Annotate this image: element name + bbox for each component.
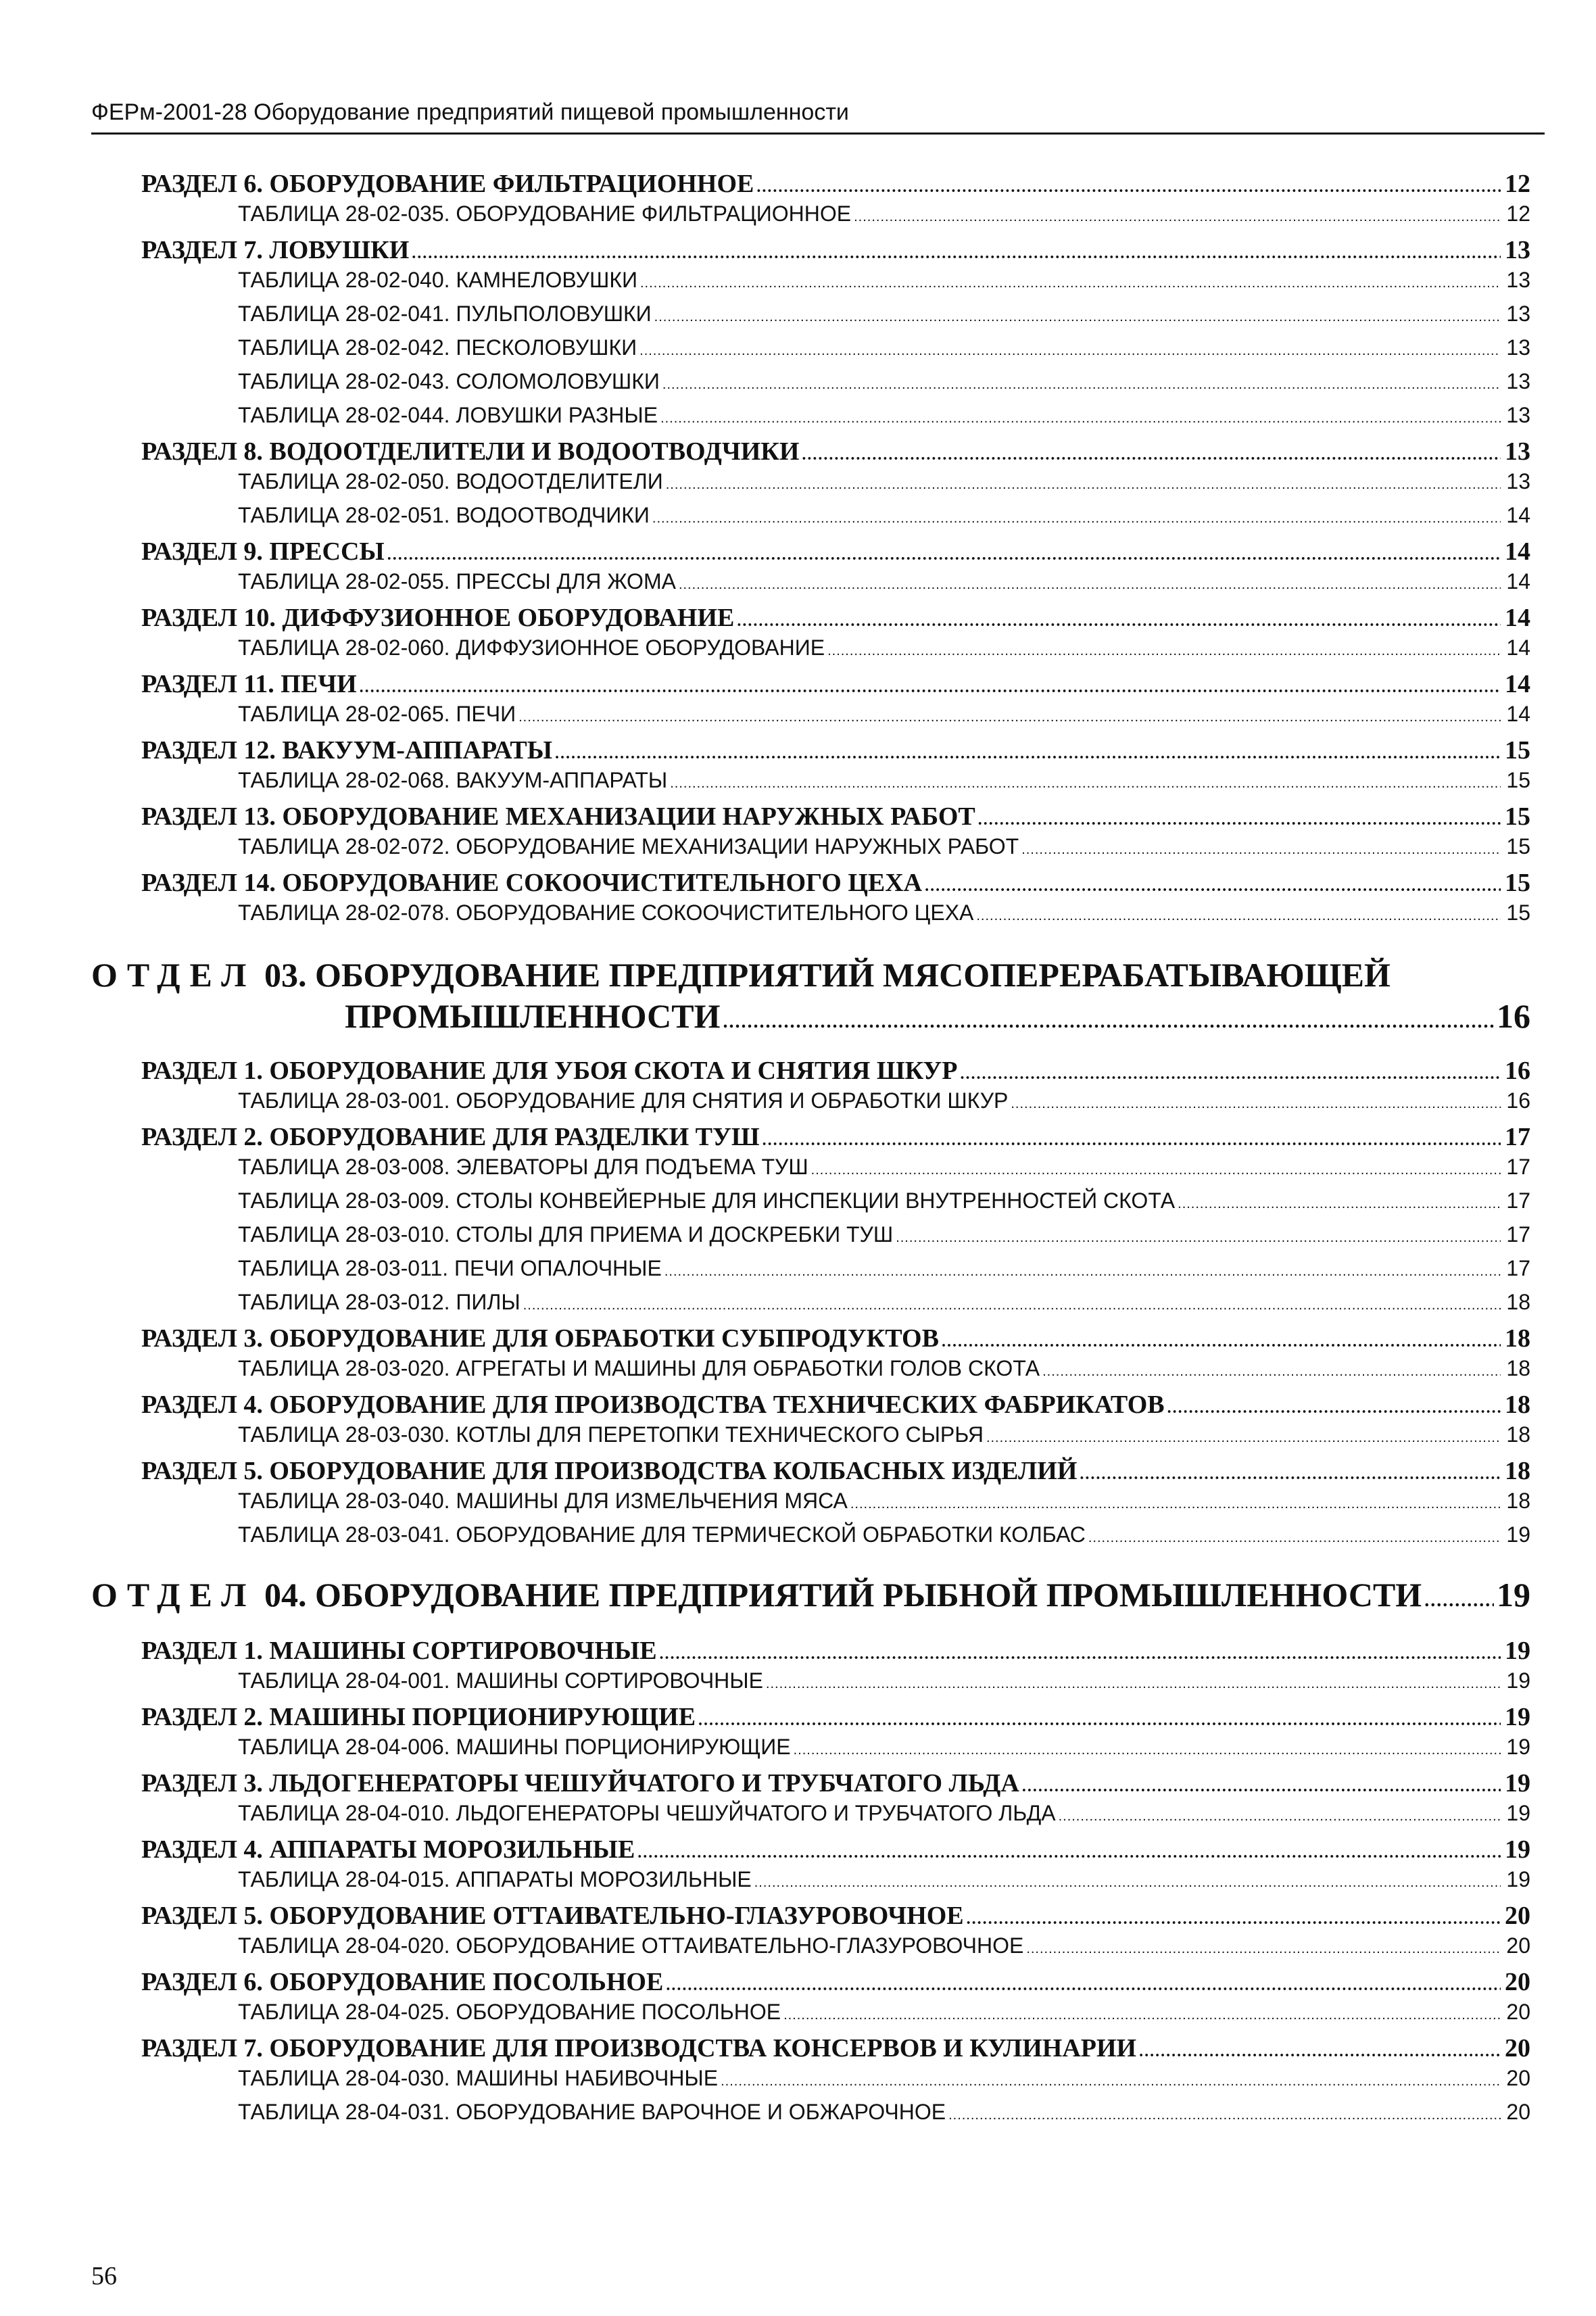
toc-table-entry[interactable] xyxy=(0,2066,1596,2100)
dept-prefix: ОТДЕЛ xyxy=(91,1576,256,1614)
page-ref: 20 xyxy=(1505,1902,1530,1930)
dot-leader xyxy=(978,811,1501,829)
page-header: ФЕРм-2001-28 Оборудование предприятий пищевой промышленности xyxy=(91,93,1545,135)
toc-table-entry[interactable] xyxy=(0,403,1596,437)
dot-leader xyxy=(698,1712,1501,1730)
toc-table-entry[interactable] xyxy=(0,1422,1596,1456)
page-ref: 19 xyxy=(1506,1668,1530,1693)
toc-section-entry[interactable] xyxy=(0,603,1596,635)
page-ref: 15 xyxy=(1505,869,1530,897)
dot-leader xyxy=(986,1430,1501,1446)
dot-leader xyxy=(896,1230,1501,1246)
entry-label: ТАБЛИЦА 28-02-035. ОБОРУДОВАНИЕ ФИЛЬТРАЦИОННОЕ xyxy=(238,201,852,226)
toc-table-entry[interactable] xyxy=(0,1867,1596,1901)
entry-label: ТАБЛИЦА 28-03-012. ПИЛЫ xyxy=(238,1290,521,1314)
entry-label: ТАБЛИЦА 28-04-025. ОБОРУДОВАНИЕ ПОСОЛЬНОЕ xyxy=(238,2000,781,2024)
page-ref: 13 xyxy=(1506,469,1530,493)
page-ref: 13 xyxy=(1505,437,1530,466)
dot-leader xyxy=(666,1977,1501,1995)
toc-section-entry[interactable] xyxy=(0,1390,1596,1422)
entry-label: ТАБЛИЦА 28-02-043. СОЛОМОЛОВУШКИ xyxy=(238,369,660,393)
page-ref: 18 xyxy=(1505,1391,1530,1419)
dot-leader xyxy=(827,644,1501,659)
dot-leader xyxy=(1080,1466,1501,1484)
page-ref: 17 xyxy=(1506,1155,1530,1179)
dot-leader xyxy=(640,276,1501,291)
toc-section-entry[interactable] xyxy=(0,2033,1596,2066)
dot-leader xyxy=(664,1264,1501,1280)
toc-table-entry[interactable] xyxy=(0,1356,1596,1390)
page-ref: 18 xyxy=(1506,1422,1530,1447)
toc-section-entry[interactable] xyxy=(0,735,1596,768)
toc-section-entry[interactable] xyxy=(0,1056,1596,1088)
page-ref: 13 xyxy=(1505,236,1530,264)
entry-label: ТАБЛИЦА 28-03-010. СТОЛЫ ДЛЯ ПРИЕМА И ДОСКРЕБКИ ТУШ xyxy=(238,1222,894,1247)
toc-table-entry[interactable] xyxy=(0,369,1596,403)
page-ref: 18 xyxy=(1506,1489,1530,1513)
dot-leader xyxy=(948,2108,1501,2123)
entry-label: РАЗДЕЛ 14. ОБОРУДОВАНИЕ СОКООЧИСТИТЕЛЬНОГО ЦЕХА xyxy=(141,869,923,897)
entry-label: РАЗДЕЛ 2. ОБОРУДОВАНИЕ ДЛЯ РАЗДЕЛКИ ТУШ xyxy=(141,1123,760,1151)
entry-label: ТАБЛИЦА 28-03-030. КОТЛЫ ДЛЯ ПЕРЕТОПКИ ТЕХНИЧЕСКОГО СЫРЬЯ xyxy=(238,1422,984,1447)
dot-leader xyxy=(794,1743,1501,1758)
page-ref: 16 xyxy=(1497,997,1530,1035)
page-ref: 20 xyxy=(1505,2034,1530,2062)
page-ref: 13 xyxy=(1506,301,1530,326)
page-ref: 17 xyxy=(1506,1188,1530,1213)
toc-section-entry[interactable] xyxy=(0,235,1596,268)
toc-section-entry[interactable] xyxy=(0,1768,1596,1801)
entry-label: РАЗДЕЛ 4. АППАРАТЫ МОРОЗИЛЬНЫЕ xyxy=(141,1835,635,1864)
page-ref: 18 xyxy=(1505,1457,1530,1485)
toc-table-entry[interactable] xyxy=(0,268,1596,301)
entry-label: РАЗДЕЛ 7. ОБОРУДОВАНИЕ ДЛЯ ПРОИЗВОДСТВА КОНСЕРВОВ И КУЛИНАРИИ xyxy=(141,2034,1137,2062)
dot-leader xyxy=(763,1132,1501,1150)
dot-leader xyxy=(412,245,1501,263)
toc-section-entry[interactable] xyxy=(0,1122,1596,1155)
page-ref: 19 xyxy=(1505,1703,1530,1731)
page-ref: 19 xyxy=(1505,1835,1530,1864)
dot-leader xyxy=(1167,1399,1501,1418)
dept-title-line2: ПРОМЫШЛЕННОСТИ xyxy=(345,997,721,1035)
dot-leader xyxy=(1042,1364,1501,1380)
page-ref: 16 xyxy=(1506,1088,1530,1113)
toc-section-entry[interactable] xyxy=(0,437,1596,469)
entry-label: ТАБЛИЦА 28-02-078. ОБОРУДОВАНИЕ СОКООЧИСТИТЕЛЬНОГО ЦЕХА xyxy=(238,900,974,925)
page-ref: 19 xyxy=(1505,1769,1530,1798)
toc-group-dept03 xyxy=(0,1056,1596,1556)
toc-table-entry[interactable] xyxy=(0,1933,1596,1967)
entry-label: РАЗДЕЛ 1. ОБОРУДОВАНИЕ ДЛЯ УБОЯ СКОТА И СНЯТИЯ ШКУР xyxy=(141,1057,958,1085)
entry-label: РАЗДЕЛ 3. ЛЬДОГЕНЕРАТОРЫ ЧЕШУЙЧАТОГО И ТРУБЧАТОГО ЛЬДА xyxy=(141,1769,1019,1798)
page-ref: 14 xyxy=(1505,604,1530,632)
entry-label: РАЗДЕЛ 1. МАШИНЫ СОРТИРОВОЧНЫЕ xyxy=(141,1637,657,1665)
entry-label: РАЗДЕЛ 9. ПРЕССЫ xyxy=(141,537,385,566)
dot-leader xyxy=(976,909,1501,924)
toc-section-entry[interactable] xyxy=(0,537,1596,569)
dot-leader xyxy=(1021,842,1501,858)
toc-section-entry[interactable] xyxy=(0,1901,1596,1933)
page-ref: 19 xyxy=(1505,1637,1530,1665)
table-of-contents xyxy=(0,169,1596,2133)
dot-leader xyxy=(1178,1197,1501,1212)
dot-leader xyxy=(925,877,1501,896)
entry-label: ТАБЛИЦА 28-03-020. АГРЕГАТЫ И МАШИНЫ ДЛЯ ОБРАБОТКИ ГОЛОВ СКОТА xyxy=(238,1356,1040,1380)
entry-label: РАЗДЕЛ 11. ПЕЧИ xyxy=(141,670,357,698)
dot-leader xyxy=(666,477,1501,493)
dot-leader xyxy=(723,1011,1494,1033)
page-ref: 18 xyxy=(1505,1324,1530,1353)
dot-leader xyxy=(942,1333,1501,1351)
dot-leader xyxy=(960,1065,1501,1084)
entry-label: РАЗДЕЛ 2. МАШИНЫ ПОРЦИОНИРУЮЩИЕ xyxy=(141,1703,696,1731)
page-ref: 20 xyxy=(1506,2066,1530,2090)
dot-leader xyxy=(754,1875,1501,1891)
page-ref: 20 xyxy=(1506,1933,1530,1958)
toc-table-entry[interactable] xyxy=(0,1222,1596,1256)
toc-table-entry[interactable] xyxy=(0,469,1596,503)
toc-table-entry[interactable] xyxy=(0,201,1596,235)
page-ref: 20 xyxy=(1505,1968,1530,1996)
page-ref: 18 xyxy=(1506,1356,1530,1380)
toc-table-entry[interactable] xyxy=(0,768,1596,802)
toc-dept-04[interactable] xyxy=(0,1575,1596,1620)
dot-leader xyxy=(756,178,1501,197)
page-number: 56 xyxy=(91,2262,117,2290)
page-ref: 20 xyxy=(1506,2000,1530,2024)
toc-group-dept02 xyxy=(0,169,1596,934)
entry-label: РАЗДЕЛ 7. ЛОВУШКИ xyxy=(141,236,410,264)
page-ref: 13 xyxy=(1506,403,1530,427)
toc-table-entry[interactable] xyxy=(0,702,1596,735)
entry-label: ТАБЛИЦА 28-04-031. ОБОРУДОВАНИЕ ВАРОЧНОЕ И ОБЖАРОЧНОЕ xyxy=(238,2100,946,2124)
toc-table-entry[interactable] xyxy=(0,569,1596,603)
entry-label: РАЗДЕЛ 10. ДИФФУЗИОННОЕ ОБОРУДОВАНИЕ xyxy=(141,604,735,632)
toc-table-entry[interactable] xyxy=(0,834,1596,868)
dot-leader xyxy=(1022,1778,1501,1796)
page-ref: 18 xyxy=(1506,1290,1530,1314)
dot-leader xyxy=(662,377,1501,393)
toc-table-entry[interactable] xyxy=(0,1801,1596,1835)
toc-table-entry[interactable] xyxy=(0,1668,1596,1702)
entry-label: РАЗДЕЛ 3. ОБОРУДОВАНИЕ ДЛЯ ОБРАБОТКИ СУБПРОДУКТОВ xyxy=(141,1324,939,1353)
dot-leader xyxy=(555,745,1501,763)
toc-table-entry[interactable] xyxy=(0,2100,1596,2133)
entry-label: ТАБЛИЦА 28-04-001. МАШИНЫ СОРТИРОВОЧНЫЕ xyxy=(238,1668,763,1693)
dot-leader xyxy=(523,1298,1501,1313)
entry-label: ТАБЛИЦА 28-04-006. МАШИНЫ ПОРЦИОНИРУЮЩИЕ xyxy=(238,1735,791,1759)
entry-label: РАЗДЕЛ 6. ОБОРУДОВАНИЕ ФИЛЬТРАЦИОННОЕ xyxy=(141,170,754,198)
page-ref: 15 xyxy=(1505,802,1530,831)
dot-leader xyxy=(783,2008,1501,2023)
dot-leader xyxy=(639,343,1501,359)
dot-leader xyxy=(766,1676,1501,1692)
dept-title: 04. ОБОРУДОВАНИЕ ПРЕДПРИЯТИЙ РЫБНОЙ ПРОМЫШЛЕННОСТИ xyxy=(264,1576,1422,1614)
dot-leader xyxy=(721,2074,1501,2090)
entry-label: ТАБЛИЦА 28-02-060. ДИФФУЗИОННОЕ ОБОРУДОВАНИЕ xyxy=(238,635,825,660)
toc-section-entry[interactable] xyxy=(0,802,1596,834)
page-ref: 15 xyxy=(1506,834,1530,859)
page-ref: 19 xyxy=(1506,1522,1530,1547)
page-ref: 12 xyxy=(1505,170,1530,198)
dot-leader xyxy=(660,1645,1501,1664)
entry-label: ТАБЛИЦА 28-02-040. КАМНЕЛОВУШКИ xyxy=(238,268,637,292)
entry-label: ТАБЛИЦА 28-03-009. СТОЛЫ КОНВЕЙЕРНЫЕ ДЛЯ ИНСПЕКЦИИ ВНУТРЕННОСТЕЙ СКОТА xyxy=(238,1188,1176,1213)
toc-table-entry[interactable] xyxy=(0,1290,1596,1324)
entry-label: РАЗДЕЛ 8. ВОДООТДЕЛИТЕЛИ И ВОДООТВОДЧИКИ xyxy=(141,437,800,466)
dot-leader xyxy=(1059,1809,1501,1825)
toc-group-dept04 xyxy=(0,1636,1596,2133)
dot-leader xyxy=(1088,1530,1501,1546)
dept-title-line1: 03. ОБОРУДОВАНИЕ ПРЕДПРИЯТИЙ МЯСОПЕРЕРАБАТЫВАЮЩЕЙ xyxy=(264,956,1391,994)
dot-leader xyxy=(518,710,1501,725)
entry-label: ТАБЛИЦА 28-04-020. ОБОРУДОВАНИЕ ОТТАИВАТЕЛЬНО-ГЛАЗУРОВОЧНОЕ xyxy=(238,1933,1024,1958)
entry-label: ТАБЛИЦА 28-02-044. ЛОВУШКИ РАЗНЫЕ xyxy=(238,403,658,427)
dot-leader xyxy=(1424,1590,1494,1612)
toc-table-entry[interactable] xyxy=(0,1522,1596,1556)
dot-leader xyxy=(637,1844,1501,1862)
entry-label: ТАБЛИЦА 28-03-041. ОБОРУДОВАНИЕ ДЛЯ ТЕРМИЧЕСКОЙ ОБРАБОТКИ КОЛБАС xyxy=(238,1522,1086,1547)
toc-table-entry[interactable] xyxy=(0,1088,1596,1122)
page-ref: 17 xyxy=(1506,1256,1530,1280)
entry-label: РАЗДЕЛ 12. ВАКУУМ-АППАРАТЫ xyxy=(141,736,553,765)
dot-leader xyxy=(360,679,1501,697)
page-ref: 17 xyxy=(1505,1123,1530,1151)
toc-table-entry[interactable] xyxy=(0,1489,1596,1522)
toc-table-entry[interactable] xyxy=(0,1735,1596,1768)
toc-section-entry[interactable] xyxy=(0,169,1596,201)
toc-dept-03[interactable] xyxy=(0,953,1596,1041)
toc-section-entry[interactable] xyxy=(0,1702,1596,1735)
entry-label: РАЗДЕЛ 13. ОБОРУДОВАНИЕ МЕХАНИЗАЦИИ НАРУЖНЫХ РАБОТ xyxy=(141,802,975,831)
entry-label: ТАБЛИЦА 28-02-041. ПУЛЬПОЛОВУШКИ xyxy=(238,301,652,326)
page-ref: 14 xyxy=(1506,569,1530,594)
page-ref: 13 xyxy=(1506,268,1530,292)
dot-leader xyxy=(652,511,1501,527)
toc-table-entry[interactable] xyxy=(0,635,1596,669)
page-ref: 20 xyxy=(1506,2100,1530,2124)
entry-label: ТАБЛИЦА 28-02-050. ВОДООТДЕЛИТЕЛИ xyxy=(238,469,663,493)
entry-label: ТАБЛИЦА 28-02-042. ПЕСКОЛОВУШКИ xyxy=(238,335,637,360)
toc-table-entry[interactable] xyxy=(0,335,1596,369)
page-ref: 15 xyxy=(1506,900,1530,925)
page-ref: 14 xyxy=(1505,537,1530,566)
entry-label: РАЗДЕЛ 6. ОБОРУДОВАНИЕ ПОСОЛЬНОЕ xyxy=(141,1968,664,1996)
toc-table-entry[interactable] xyxy=(0,301,1596,335)
toc-table-entry[interactable] xyxy=(0,1256,1596,1290)
page-ref: 12 xyxy=(1506,201,1530,226)
toc-section-entry[interactable] xyxy=(0,1324,1596,1356)
page-ref: 19 xyxy=(1506,1735,1530,1759)
entry-label: ТАБЛИЦА 28-03-040. МАШИНЫ ДЛЯ ИЗМЕЛЬЧЕНИЯ МЯСА xyxy=(238,1489,848,1513)
entry-label: ТАБЛИЦА 28-04-015. АППАРАТЫ МОРОЗИЛЬНЫЕ xyxy=(238,1867,752,1891)
entry-label: РАЗДЕЛ 4. ОБОРУДОВАНИЕ ДЛЯ ПРОИЗВОДСТВА ТЕХНИЧЕСКИХ ФАБРИКАТОВ xyxy=(141,1391,1165,1419)
dot-leader xyxy=(811,1163,1501,1178)
page-ref: 15 xyxy=(1506,768,1530,792)
dept-prefix: ОТДЕЛ xyxy=(91,956,256,994)
dot-leader xyxy=(737,612,1501,631)
dot-leader xyxy=(1011,1096,1501,1112)
toc-section-entry[interactable] xyxy=(0,669,1596,702)
dot-leader xyxy=(967,1910,1501,1929)
entry-label: ТАБЛИЦА 28-04-030. МАШИНЫ НАБИВОЧНЫЕ xyxy=(238,2066,719,2090)
toc-table-entry[interactable] xyxy=(0,2000,1596,2033)
page-ref: 14 xyxy=(1505,670,1530,698)
toc-section-entry[interactable] xyxy=(0,1456,1596,1489)
page-ref: 19 xyxy=(1506,1867,1530,1891)
toc-table-entry[interactable] xyxy=(0,1188,1596,1222)
toc-table-entry[interactable] xyxy=(0,900,1596,934)
entry-label: ТАБЛИЦА 28-02-051. ВОДООТВОДЧИКИ xyxy=(238,503,650,527)
entry-label: ТАБЛИЦА 28-04-010. ЛЬДОГЕНЕРАТОРЫ ЧЕШУЙЧАТОГО И ТРУБЧАТОГО ЛЬДА xyxy=(238,1801,1056,1825)
toc-table-entry[interactable] xyxy=(0,503,1596,537)
page-ref: 15 xyxy=(1505,736,1530,765)
entry-label: РАЗДЕЛ 5. ОБОРУДОВАНИЕ ОТТАИВАТЕЛЬНО-ГЛАЗУРОВОЧНОЕ xyxy=(141,1902,964,1930)
dot-leader xyxy=(670,776,1501,792)
dot-leader xyxy=(850,1497,1501,1512)
dot-leader xyxy=(1139,2043,1501,2061)
dot-leader xyxy=(854,210,1501,225)
dot-leader xyxy=(802,446,1501,464)
entry-label: ТАБЛИЦА 28-02-065. ПЕЧИ xyxy=(238,702,516,726)
entry-label: ТАБЛИЦА 28-02-068. ВАКУУМ-АППАРАТЫ xyxy=(238,768,668,792)
dot-leader xyxy=(679,577,1501,593)
entry-label: ТАБЛИЦА 28-02-072. ОБОРУДОВАНИЕ МЕХАНИЗАЦИИ НАРУЖНЫХ РАБОТ xyxy=(238,834,1019,859)
page-ref: 19 xyxy=(1497,1576,1530,1614)
page-ref: 13 xyxy=(1506,369,1530,393)
dot-leader xyxy=(654,310,1501,325)
entry-label: РАЗДЕЛ 5. ОБОРУДОВАНИЕ ДЛЯ ПРОИЗВОДСТВА КОЛБАСНЫХ ИЗДЕЛИЙ xyxy=(141,1457,1078,1485)
page-ref: 14 xyxy=(1506,503,1530,527)
dot-leader xyxy=(1026,1941,1501,1957)
page-ref: 13 xyxy=(1506,335,1530,360)
page-ref: 17 xyxy=(1506,1222,1530,1247)
page-ref: 14 xyxy=(1506,635,1530,660)
entry-label: ТАБЛИЦА 28-03-001. ОБОРУДОВАНИЕ ДЛЯ СНЯТИЯ И ОБРАБОТКИ ШКУР xyxy=(238,1088,1009,1113)
page-ref: 16 xyxy=(1505,1057,1530,1085)
toc-section-entry[interactable] xyxy=(0,1835,1596,1867)
page-ref: 14 xyxy=(1506,702,1530,726)
page-ref: 19 xyxy=(1506,1801,1530,1825)
toc-table-entry[interactable] xyxy=(0,1155,1596,1188)
dot-leader xyxy=(387,546,1501,564)
toc-section-entry[interactable] xyxy=(0,868,1596,900)
entry-label: ТАБЛИЦА 28-02-055. ПРЕССЫ ДЛЯ ЖОМА xyxy=(238,569,676,594)
entry-label: ТАБЛИЦА 28-03-011. ПЕЧИ ОПАЛОЧНЫЕ xyxy=(238,1256,662,1280)
dot-leader xyxy=(660,411,1501,427)
toc-section-entry[interactable] xyxy=(0,1636,1596,1668)
entry-label: ТАБЛИЦА 28-03-008. ЭЛЕВАТОРЫ ДЛЯ ПОДЪЕМА ТУШ xyxy=(238,1155,808,1179)
toc-section-entry[interactable] xyxy=(0,1967,1596,2000)
